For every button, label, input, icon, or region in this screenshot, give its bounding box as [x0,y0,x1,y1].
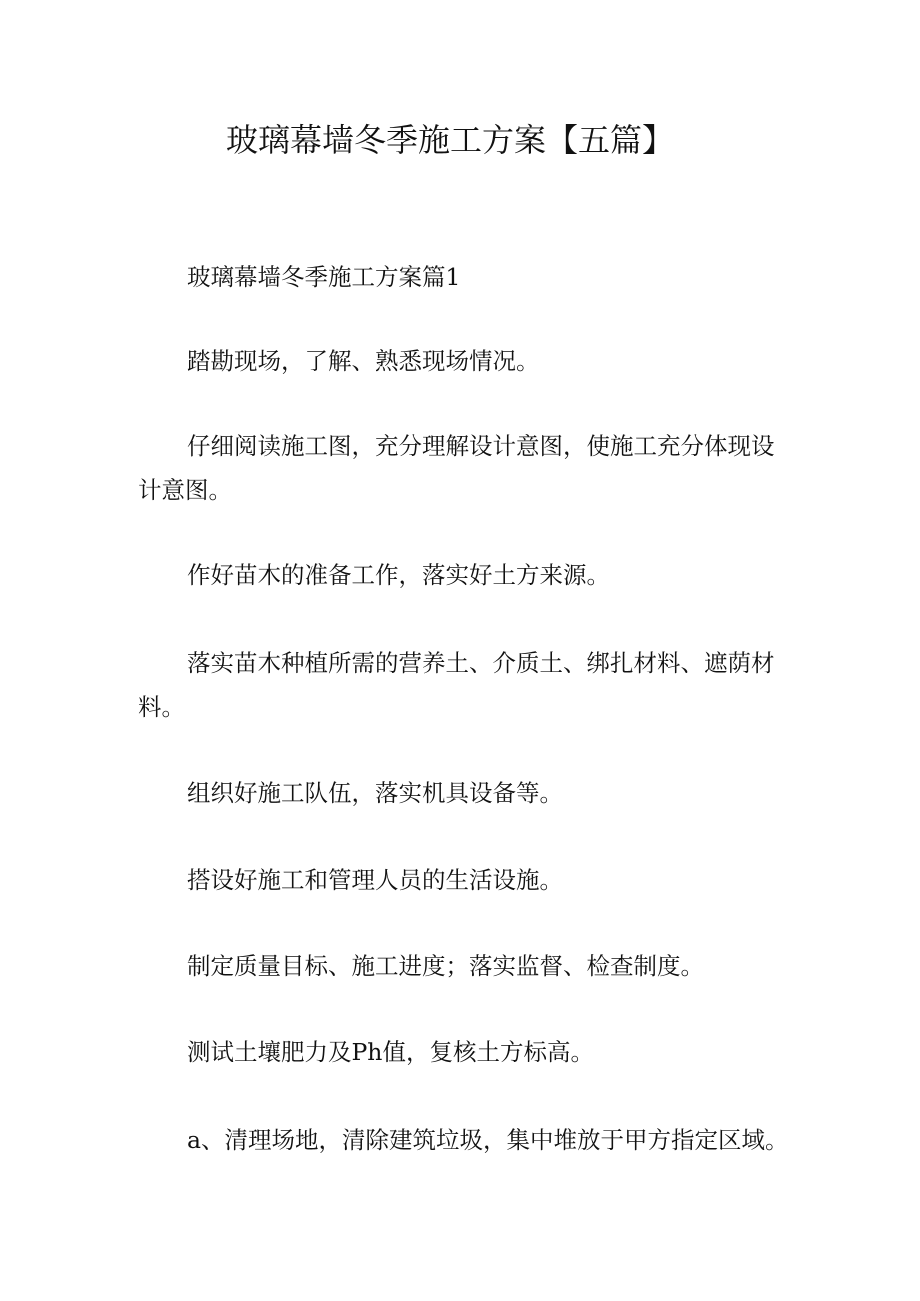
paragraph: 制定质量目标、施工进度；落实监督、检查制度。 [187,952,704,980]
paragraph: a、清理场地，清除建筑垃圾，集中堆放于甲方指定区域。 [187,1126,789,1154]
document-title: 玻璃幕墙冬季施工方案【五篇】 [225,121,674,159]
section-heading: 玻璃幕墙冬季施工方案篇1 [187,263,461,291]
paragraph: 踏勘现场，了解、熟悉现场情况。 [187,347,540,375]
paragraph: 搭设好施工和管理人员的生活设施。 [187,866,563,894]
paragraph: 组织好施工队伍，落实机具设备等。 [187,779,563,807]
paragraph: 作好苗木的准备工作，落实好土方来源。 [187,561,610,589]
paragraph: 仔细阅读施工图，充分理解设计意图，使施工充分体现设计意图。 [138,432,775,504]
paragraph: 落实苗木种植所需的营养土、介质土、绑扎材料、遮荫材料。 [138,649,775,721]
paragraph: 测试土壤肥力及Ph值，复核土方标高。 [187,1038,594,1066]
